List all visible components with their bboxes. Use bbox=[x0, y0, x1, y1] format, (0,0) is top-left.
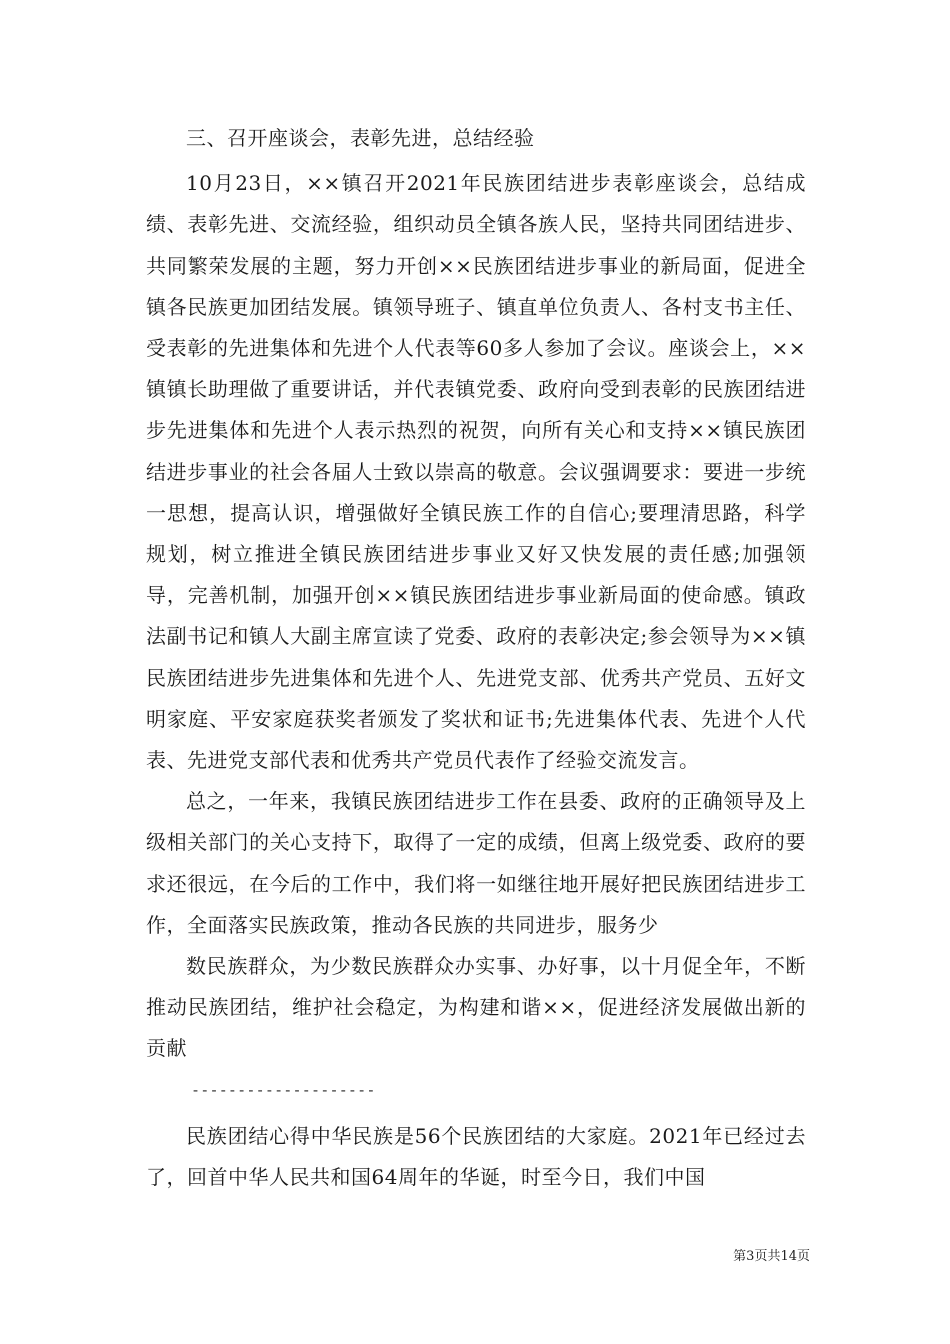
document-body bbox=[146, 118, 806, 1198]
paragraph-summary: 总之，一年来，我镇民族团结进步工作在县委、政府的正确领导及上级相关部门的关心支持下，取得了一定的成绩，但离上级党委、政府的要求还很远，在今后的工作中，我们将一如继往地开展好把民族团结进步工作，全面落实民族政策，推动各民族的共同进步，服务少 bbox=[146, 789, 806, 937]
section-heading: 三、召开座谈会，表彰先进，总结经验 bbox=[186, 126, 535, 150]
page-number-footer: 第3页共14页 bbox=[733, 1249, 810, 1264]
paragraph-closing: 民族团结心得中华民族是56个民族团结的大家庭。2021年已经过去了，回首中华人民共和国64周年的华诞，时至今日，我们中国 bbox=[146, 1123, 806, 1189]
paragraph-meeting: 10月23日，××镇召开2021年民族团结进步表彰座谈会，总结成绩、表彰先进、交流经验，组织动员全镇各族人民，坚持共同团结进步、共同繁荣发展的主题，努力开创××民族团结进步事业的新局面，促进全镇各民族更加团结发展。镇领导班子、镇直单位负责人、各村支书主任、受表彰的先进集体和先进个人代表等60多人参加了会议。座谈会上，××镇镇长助理做了重要讲话，并代表镇党委、政府向受到表彰的民族团结进步先进集体和先进个人表示热烈的祝贺，向所有关心和支持××镇民族团结进步事业的社会各届人士致以崇高的敬意。会议强调要求：要进一步统一思想，提高认识，增强做好全镇民族工作的自信心;要理清思路，科学规划，树立推进全镇民族团结进步事业又好又快发展的责任感;加强领导，完善机制，加强开创××镇民族团结进步事业新局面的使命感。镇政法副书记和镇人大副主席宣读了党委、政府的表彰决定;参会领导为××镇民族团结进步先进集体和先进个人、先进党支部、优秀共产党员、五好文明家庭、平安家庭获奖者颁发了奖状和证书;先进集体代表、先进个人代表、先进党支部代表和优秀共产党员代表作了经验交流发言。 bbox=[146, 171, 806, 773]
paragraph-continuation: 数民族群众，为少数民族群众办实事、办好事，以十月促全年，不断推动民族团结，维护社会稳定，为构建和谐××，促进经济发展做出新的贡献 bbox=[146, 954, 806, 1061]
section-divider: -------------------- bbox=[191, 1080, 376, 1099]
